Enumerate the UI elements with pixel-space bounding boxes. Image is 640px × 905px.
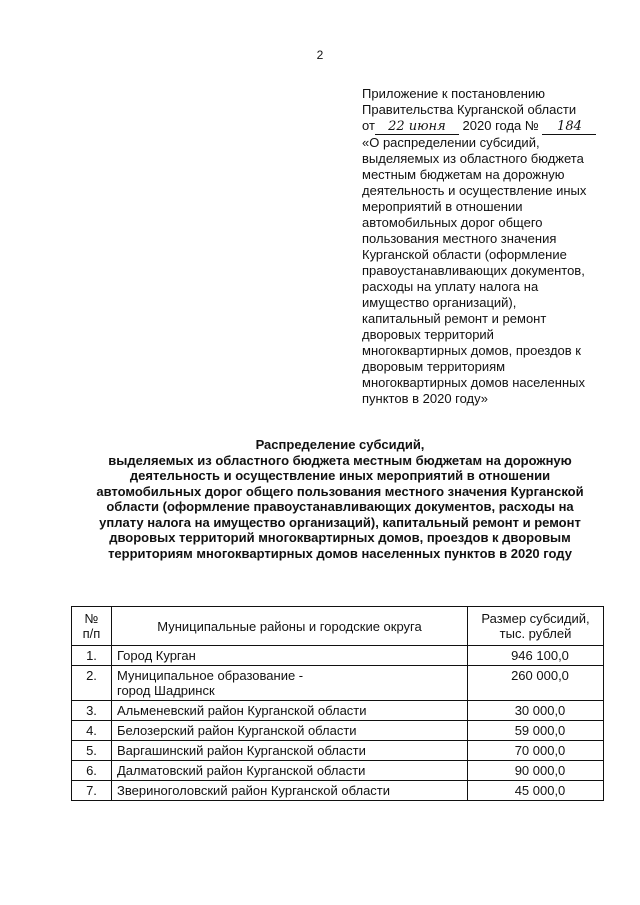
row-name <box>112 741 468 761</box>
row-name-line: Муниципальное образование - <box>117 668 304 683</box>
handwritten-number: 184 <box>542 120 596 135</box>
appendix-subject-line: деятельность и осуществление иных <box>362 183 587 198</box>
row-number: 2. <box>72 666 112 701</box>
row-name-line: Варгашинский район Курганской области <box>117 743 366 758</box>
row-number: 5. <box>72 741 112 761</box>
table-row <box>72 761 604 781</box>
appendix-subject-line: расходы на уплату налога на <box>362 279 539 294</box>
row-number: 4. <box>72 721 112 741</box>
table-row <box>72 701 604 721</box>
row-amount: 90 000,0 <box>468 761 604 781</box>
row-number: 6. <box>72 761 112 781</box>
table-row <box>72 741 604 761</box>
appendix-subject-line: мероприятий в отношении <box>362 199 523 214</box>
appendix-subject-line: дворовых территорий <box>362 327 494 342</box>
appendix-subject-line: многоквартирных домов, проездов к <box>362 343 581 358</box>
appendix-subject-line: пользования местного значения <box>362 231 557 246</box>
row-name <box>112 646 468 666</box>
table-row <box>72 646 604 666</box>
appendix-subject-line: капитальный ремонт и ремонт <box>362 311 547 326</box>
row-name <box>112 761 468 781</box>
title-line: дворовых территорий многоквартирных домов, проездов к дворовым <box>109 530 571 545</box>
appendix-subject-line: выделяемых из областного бюджета <box>362 151 584 166</box>
appendix-block <box>362 86 624 407</box>
row-number: 7. <box>72 781 112 801</box>
table-row <box>72 781 604 801</box>
header-amount <box>468 607 604 646</box>
header-name: Муниципальные районы и городские округа <box>112 607 468 646</box>
date-prefix: от <box>362 118 375 133</box>
appendix-line: Правительства Курганской области <box>362 102 577 117</box>
row-name-line: город Шадринск <box>117 683 215 698</box>
title-line: автомобильных дорог общего пользования местного значения Курганской <box>96 483 584 499</box>
appendix-subject <box>362 135 624 407</box>
table-header-row <box>72 607 604 646</box>
row-amount: 70 000,0 <box>468 741 604 761</box>
row-name-line: Звериноголовский район Курганской области <box>117 783 391 798</box>
row-name <box>112 721 468 741</box>
appendix-subject-line: местным бюджетам на дорожную <box>362 167 565 182</box>
row-name-line: Белозерский район Курганской области <box>117 723 357 738</box>
appendix-subject-line: автомобильных дорог общего <box>362 215 543 230</box>
table-row <box>72 721 604 741</box>
header-num <box>72 607 112 646</box>
row-name-line: Альменевский район Курганской области <box>117 703 367 718</box>
appendix-subject-line: имущество организаций), <box>362 295 517 310</box>
row-number: 1. <box>72 646 112 666</box>
title-line: деятельность и осуществление иных мероприятий в отношении <box>129 468 551 483</box>
header-amount-line: тыс. рублей <box>499 626 572 641</box>
row-name <box>112 666 468 701</box>
title-line: области (оформление правоустанавливающих документов, расходы на <box>106 499 574 514</box>
row-amount: 59 000,0 <box>468 721 604 741</box>
page-number: 2 <box>316 48 324 62</box>
header-amount-line: Размер субсидий, <box>481 611 590 626</box>
table-body <box>72 646 604 801</box>
title-line: Распределение субсидий, <box>255 437 425 452</box>
row-name-line: Далматовский район Курганской области <box>117 763 366 778</box>
row-amount: 260 000,0 <box>468 666 604 701</box>
appendix-subject-line: правоустанавливающих документов, <box>362 263 585 278</box>
header-num-line: п/п <box>82 626 101 641</box>
row-amount: 946 100,0 <box>468 646 604 666</box>
appendix-subject-line: многоквартирных домов населенных <box>362 375 585 390</box>
row-name <box>112 701 468 721</box>
title-line: уплату налога на имущество организаций), капитальный ремонт и ремонт <box>99 514 581 530</box>
title-line: выделяемых из областного бюджета местным бюджетам на дорожную <box>108 452 572 468</box>
date-suffix: 2020 года № <box>462 118 539 133</box>
handwritten-date: 22 июня <box>375 120 459 135</box>
appendix-line: Приложение к постановлению <box>362 86 545 101</box>
table-row <box>72 666 604 701</box>
subsidy-table <box>71 606 604 801</box>
appendix-subject-line: пунктов в 2020 году» <box>362 391 489 406</box>
appendix-subject-line: «О распределении субсидий, <box>362 135 540 150</box>
document-title <box>60 437 620 561</box>
appendix-date-line <box>362 118 624 135</box>
row-number: 3. <box>72 701 112 721</box>
appendix-subject-line: Курганской области (оформление <box>362 247 567 262</box>
appendix-subject-line: дворовым территориям <box>362 359 506 374</box>
title-line: территориям многоквартирных домов населенных пунктов в 2020 году <box>108 545 572 561</box>
row-amount: 45 000,0 <box>468 781 604 801</box>
row-amount: 30 000,0 <box>468 701 604 721</box>
header-num-line: № <box>84 611 99 626</box>
row-name-line: Город Курган <box>117 648 196 663</box>
row-name <box>112 781 468 801</box>
